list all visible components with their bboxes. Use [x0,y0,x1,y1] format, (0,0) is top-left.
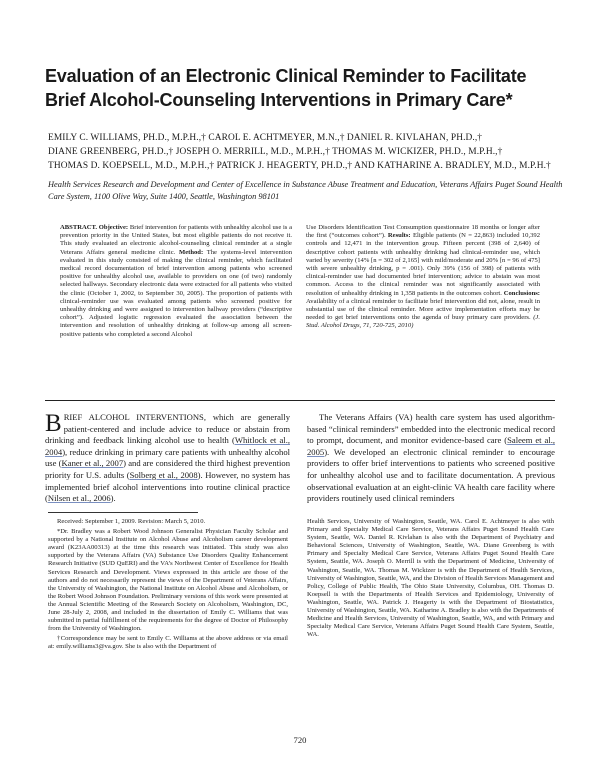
author-list [48,131,568,173]
received-dates: Received: September 1, 2009. Revision: March 5, 2010. [57,518,206,525]
citation-link[interactable]: Saleem et al., 2005 [307,435,556,457]
body-text: ). However, no system has implemented brief alcohol interventions into routine clinical practice ( [45,469,290,504]
citation-link[interactable]: Kaner et al., 2007 [61,458,124,469]
authors-line-3: THOMAS D. KOEPSELL, M.D., M.P.H.,† PATRICK J. HEAGERTY, PH.D.,† AND KATHARINE A. BRADLEY, M.D., M.P.H.† [48,161,551,171]
method-label: Method: [178,248,204,256]
conclusions-label: Conclusions: [503,289,540,297]
footnote-divider [48,512,198,513]
citation-link[interactable]: Nilsen et al., 2006 [47,493,111,504]
authors-line-2: DIANE GREENBERG, PH.D.,† JOSEPH O. MERRILL, M.D., M.P.H.,† THOMAS M. WICKIZER, PH.D., M.P.H.,† [48,147,503,157]
method-text: The systems-level intervention evaluated in this study consisted of making the clinical reminder, which facilitated medical record documentation of brief intervention among patients who screened positive for unhealthy alcohol use, available to providers on one (of two) randomly selected hallways. Secondary electronic data were extracted for all patients who visited the clinic (October 1, 2002, to September 30, 2005). The proportion of patients with clinical-reminder use was evaluated among patients who screened positive for unhealthy drinking and were assigned to intervention hallway providers (“descriptive cohort”). Adjusted logistic regression evaluated the association between the intervention and resolution of unhealthy drinking at follow-up among all screen-positive patients who completed a second Alcohol [60,248,292,338]
footnotes-left [48,518,288,654]
abstract-right-column [306,224,540,331]
objective-text: Brief intervention for patients with unhealthy alcohol use is a prevention priority in the United States, but most eligible patients do not receive it. This study evaluated an electronic alcohol-counseling clinical reminder at a single Veterans Affairs general medicine clinic. [60,224,292,256]
body-text: ). We developed an electronic clinical reminder to encourage providers to offer brief interventions to patients who screened positive for unhealthy alcohol use and to facilitate documentation. A previous observational evaluation at an eight-clinic VA health care facility where providers routinely used clinical reminders [307,446,555,504]
body-right-column [307,412,555,505]
citation-link[interactable]: Solberg et al., 2008 [129,469,198,480]
body-text: , which are generally patient-centered and include advice to reduce or abstain from drinking and feedback linking alcohol use to health ( [45,412,290,446]
author-affiliations-note: Health Services, University of Washington, Seattle, WA. Carol E. Achtmeyer is also with Primary and Specialty Medical Care Service, Veterans Affairs Puget Sound Health Care System, Seattle, WA. Daniel R. Kivlahan is also with the Department of Psychiatry and Behavioral Sciences, University of Washington, Seattle, WA. Diane Greenberg is with Primary and Specialty Medical Care Service, Veterans Affairs Puget Sound Health Care System, Seattle, WA. Joseph O. Merrill is with the Department of Medicine, University of Washington, Seattle, WA. Thomas M. Wickizer is with the Department of Health Services, University of Washington, Seattle, WA, and the Division of Health Services Management and Policy, College of Public Health, The Ohio State University, Columbus, OH. Thomas D. Koepsell is with the Departments of Health Services and Epidemiology, University of Washington, Seattle, WA. Patrick J. Heagerty is with the Department of Biostatistics, University of Washington, Seattle, WA. Katharine A. Bradley is also with the Departments of Medicine and Health Services, University of Washington, Seattle, WA, and with Primary and Specialty Medical Care Service, Veterans Affairs Puget Sound Health Care System, Seattle, WA. [307,518,554,639]
authors-line-1: EMILY C. WILLIAMS, PH.D., M.P.H.,† CAROL E. ACHTMEYER, M.N.,† DANIEL R. KIVLAHAN, PH.D.,† [48,133,483,143]
funding-note: *Dr. Bradley was a Robert Wood Johnson Generalist Physician Faculty Scholar and supported by a National Institute on Alcohol Abuse and Alcoholism career development award (K23AA00313) at the time this research was initiated. This study was also supported by the Veterans Affairs (VA) Substance Use Disorders Quality Enhancement Research Initiative (SUD QuERI) and the VA’s Northwest Center of Excellence for Health Services Research and Development. Views expressed in this article are those of the authors and do not necessarily represent the views of the Department of Veterans Affairs, the University of Washington, the National Institute on Alcohol Abuse and Alcoholism, or the Robert Wood Johnson Foundation. Preliminary versions of this work were presented at the Annual Scientific Meeting of the Research Society on Alcoholism, Washington, DC, June 28-July 2, 2008, and included in the dissertation of Emily C. Williams that was submitted in partial fulfillment of the requirements for the degree of Doctor of Philosophy from the University of Washington. [48,528,288,633]
results-label: Results: [387,232,411,240]
body-text: ), reduce drinking in primary care patients with unhealthy alcohol use ( [45,446,290,469]
abstract-left-column [60,224,292,339]
citation-link[interactable]: Whitlock et al., 2004 [45,435,290,457]
results-text: Eligible patients (N = 22,863) included 10,392 controls and 12,471 in the intervention group. Fifteen percent (398 of 2,640) of descriptive cohort patients with unhealthy drinking had clinical-reminder use, which varied by severity (14% [n = 302 of 2,165] with mild/moderate and 20% [n = 96 of 475] with severe unhealthy drinking, p = .001). Only 39% (156 of 398) of patients with clinical-reminder use had documented brief intervention; advice to abstain was most common. Access to the clinical reminder was not significantly associated with resolution of unhealthy drinking in 1,358 patients in the outcomes cohort. [306,232,540,297]
abstract-label: ABSTRACT. [60,224,98,231]
conclusions-text: Availability of a clinical reminder to facilitate brief intervention did not, alone, result in substantial use of the clinical reminder. More active implementation efforts may be needed to get brief interventions onto the agenda of busy primary care providers. [306,297,540,322]
footnotes-right [307,518,554,641]
affiliation: Health Services Research and Development and Center of Excellence in Substance Abuse Treatment and Education, Veterans Affairs Puget Sound Health Care System, 1100 Olive Way, Suite 1400, Seattle, Washington 98101 [48,180,563,201]
title-line-1: Evaluation of an Electronic Clinical Reminder to Facilitate [45,66,527,86]
title-line-2: Brief Alcohol-Counseling Interventions in Primary Care* [45,90,513,110]
journal-citation: (J. Stud. Alcohol Drugs, 71, 720-725, 2010) [306,314,540,330]
lead-caps: RIEF ALCOHOL INTERVENTIONS [63,412,204,422]
body-left-column [45,412,290,505]
objective-label: Objective: [98,224,129,231]
section-divider [45,400,555,401]
body-text: The Veterans Affairs (VA) health care system has used algorithm-based “clinical reminders” embedded into the electronic medical record to prompt, document, and monitor evidence-based care ( [307,412,555,446]
page-number: 720 [293,735,307,745]
drop-cap: B [45,410,62,437]
abstract-continuation: Use Disorders Identification Test Consumption questionnaire 18 months or longer after the first (“outcomes cohort”). [306,224,540,240]
article-title [45,64,565,112]
correspondence-note: †Correspondence may be sent to Emily C. Williams at the above address or via email at: emily.williams3@va.gov. She is also with the Department of [48,635,288,651]
body-text: ). [110,493,116,504]
body-text: ) and are considered the third highest prevention priority for U.S. adults ( [45,458,291,480]
